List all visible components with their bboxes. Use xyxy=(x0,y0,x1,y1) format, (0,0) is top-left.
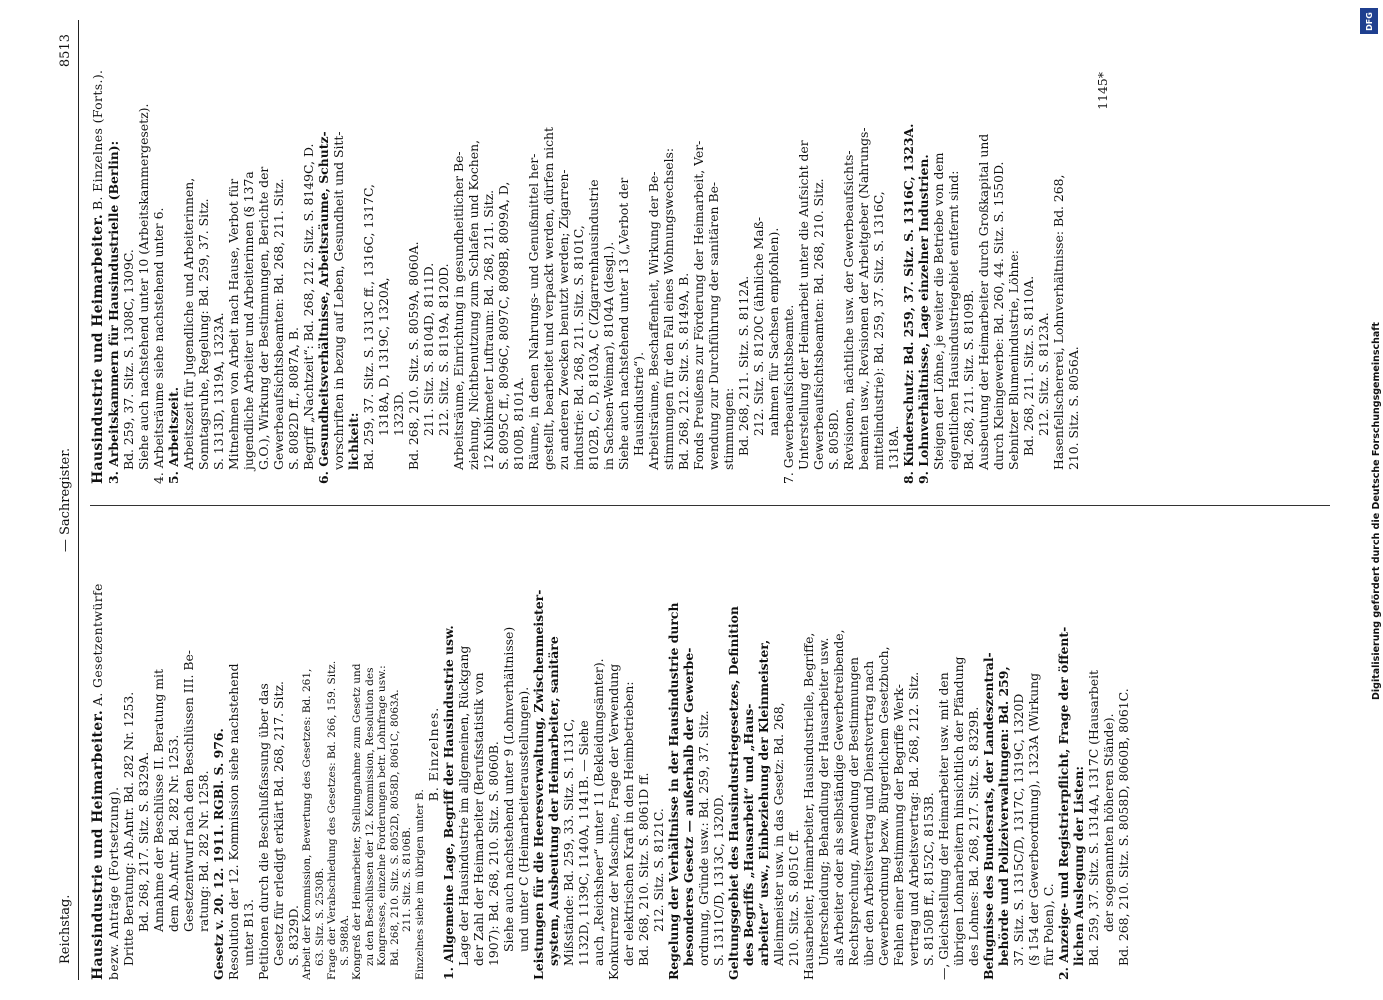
index-entry-line: Bd. 268, 211. Sitz. S. 8112A. xyxy=(736,275,751,456)
index-entry-line: Bd. 268, 210. Sitz. S. 8059A, 8060A. xyxy=(406,241,421,470)
index-entry-line: zu den Beschlüssen der 12. Kommission, Resolution des xyxy=(363,667,376,966)
index-entry-line: Unterscheidung; Behandlung der Hausarbeiter usw. xyxy=(816,637,831,966)
index-entry-line: 211. Sitz. S. 8104D, 8111D. xyxy=(421,262,436,436)
index-entry-line: S. 8082D ff., 8087A, B. xyxy=(286,327,301,470)
index-entry-line: auch „Reichsheer“ unter 11 (Bekleidungsämter). xyxy=(591,658,606,966)
index-entry-line: Gesetz für erledigt erklärt Bd. 268, 217. Sitz. xyxy=(271,681,286,966)
left-column-section: A. Gesetzentwürfe xyxy=(90,583,105,706)
index-entry-line: 4. Arbeitsräume siehe nachstehend unter 6. xyxy=(151,207,166,484)
index-entry-line: Begriff „Nachtzeit“: Bd. 268, 212. Sitz. S. 8149C, D. xyxy=(301,143,316,470)
index-entry-line: lichkeit: xyxy=(346,412,361,470)
index-entry-line: arbeiter“ usw., Einbeziehung der Kleinmeister, xyxy=(756,639,771,966)
index-entry-line: des Begriffs „Hausarbeit“ und „Haus- xyxy=(741,703,756,966)
index-entry-line: Lage der Hausindustrie im allgemeinen, Rückgang xyxy=(456,645,471,966)
index-entry-line: 12 Kubikmeter Luftraum: Bd. 268, 211. Sitz. xyxy=(481,189,496,470)
index-entry-line: 37. Sitz. S. 1315C/D, 1317C, 1319C, 1320D xyxy=(1011,693,1026,966)
index-entry-line: zu anderen Zwecken benutzt werden; Zigarren- xyxy=(556,169,571,470)
index-entry-line: S. 5988A. xyxy=(338,914,351,966)
right-column-section: B. Einzelnes (Forts.). xyxy=(90,69,105,210)
index-entry-line: eigentlichen Hausindustriegebiet entfernt sind: xyxy=(946,170,961,470)
index-entry-line: Einzelnes siehe im übrigen unter B. xyxy=(413,789,426,980)
index-entry-line: Rechtsprechung, Anwendung der Bestimmungen xyxy=(846,657,861,966)
index-entry-line: Gewerbeaufsichtsbeamten: Bd. 268, 210. Sitz. xyxy=(811,178,826,470)
index-entry-line: —, Gleichstellung der Heimarbeiter usw. mit den xyxy=(936,672,951,980)
index-entry-line: Fonds Preußens zur Förderung der Heimarbeit, Ver- xyxy=(691,140,706,470)
index-entry-line: Annahme der Beschlüsse II. Beratung mit xyxy=(151,669,166,932)
index-entry-line: Bd. 268, 210. Sitz. S. 8052D, 8058D, 8061C, 8063A. xyxy=(388,689,401,966)
index-entry-line: behörde und Polizeiverwaltungen: Bd. 259, xyxy=(996,666,1011,966)
page-note: 1145* xyxy=(1095,72,1110,110)
index-entry-line: G.O.), Wirkung der Bestimmungen, Berichte der xyxy=(256,166,271,470)
index-entry-line: gestellt, bearbeitet und verpackt werden, dürfen nicht xyxy=(541,126,556,470)
index-entry-line: 63. Sitz. S. 2530B. xyxy=(313,867,326,966)
index-entry-line: Befugnisse des Bundesrats, der Landeszentral- xyxy=(981,652,996,980)
index-entry-line: dem Ab.Antr. Bd. 282 Nr. 1253. xyxy=(166,734,181,932)
index-entry-line: Steigen der Löhne, je weiter die Betriebe von dem xyxy=(931,152,946,470)
index-entry-line: Konkurrenz der Maschine, Frage der Verwendung xyxy=(606,663,621,980)
index-entry-line: S. 8095C ff., 8096C, 8097C, 8098B, 8099A, D, xyxy=(496,181,511,470)
index-entry-line: Arbeit der Kommission, Bewertung des Gesetzes: Bd. 261, xyxy=(301,668,313,980)
index-entry-line: Gewerbeordnung bezw. Bürgerlichem Gesetzbuch, xyxy=(876,646,891,966)
index-entry-line: vorschriften in bezug auf Leben, Gesundheit und Sitt- xyxy=(331,131,346,470)
index-entry-line: 3. Arbeitskammern für Hausindustrielle (Berlin): xyxy=(106,140,121,484)
index-entry-line: 9. Lohnverhältnisse, Lage einzelner Industrien. xyxy=(916,154,931,484)
index-entry-line: Geltungsgebiet des Hausindustriegesetzes, Definition xyxy=(726,606,741,980)
index-entry-line: Bd. 268, 210. Sitz. S. 8058D, 8060B, 8061C. xyxy=(1116,688,1131,966)
index-entry-line: 210. Sitz. S. 8056A. xyxy=(1066,346,1081,470)
index-entry-line: Siehe auch nachstehend unter 10 (Arbeitskammergesetz). xyxy=(136,103,151,470)
index-entry-line: B. Einzelnes. xyxy=(426,706,441,802)
index-entry-line: 212. Sitz. S. 8119A, 8120D. xyxy=(436,263,451,436)
left-column-title: Hausindustrie und Heimarbeiter. xyxy=(90,709,106,980)
index-entry-line: 211. Sitz. S. 8106B. xyxy=(401,827,413,932)
index-entry-line: 212. Sitz. S. 8121C. xyxy=(651,808,666,932)
index-entry-line: Bd. 268, 211. Sitz. S. 8109B. xyxy=(961,289,976,470)
index-entry-line: stimmungen für den Fall eines Wohnungswechsels: xyxy=(661,147,676,470)
index-entry-line: 1318A, D, 1319C, 1320A, xyxy=(376,277,391,436)
index-entry-line: beamten usw., Revisionen der Arbeitgeber (Nahrungs- xyxy=(856,127,871,470)
index-entry-line: industrie: Bd. 268, 211. Sitz. S. 8101C, xyxy=(571,225,586,470)
index-entry-line: Frage der Verabschiedung des Gesetzes: Bd. 266, 159. Sitz. xyxy=(326,660,338,980)
index-entry-line: Petitionen durch die Beschlußfassung über das xyxy=(256,683,271,980)
index-entry-line: 6. Gesundheitsverhältnisse, Arbeitsräume, Schutz- xyxy=(316,131,331,484)
index-entry-line: Gesetzentwurf nach den Beschlüssen III. Be- xyxy=(181,650,196,932)
index-entry-line: nahmen für Sachsen empfohlen). xyxy=(766,227,781,436)
index-entry-line: Bd. 268, 217. Sitz. S. 8329A. xyxy=(136,751,151,932)
left-column-section-cont: bezw. Anträge (Fortsetzung). xyxy=(106,786,121,980)
index-entry-line: Hasenfellschererei, Lohnverhältnisse: Bd. 268, xyxy=(1051,174,1066,470)
right-column xyxy=(90,32,1340,484)
index-entry-line: 5. Arbeitszeit. xyxy=(166,386,181,484)
index-entry-line: über den Arbeitsvertrag und Dienstvertrag nach xyxy=(861,660,876,966)
dfg-logo: DFG xyxy=(1360,8,1378,34)
index-entry-line: lichen Auslegung der Listen: xyxy=(1071,766,1086,966)
index-entry-line: S. 8058D. xyxy=(826,409,841,470)
index-entry-line: Arbeitszeit für Jugendliche und Arbeiterinnen, xyxy=(181,177,196,470)
index-entry-line: und unter C (Heimarbeiterausstellungen). xyxy=(516,686,531,952)
index-entry-line: Bd. 259, 37. Sitz. S. 1308C, 1309C. xyxy=(121,249,136,470)
index-entry-line: des Lohnes: Bd. 268, 217. Sitz. S. 8329B. xyxy=(966,706,981,966)
right-column-title: Hausindustrie und Heimarbeiter. xyxy=(90,213,106,484)
index-entry-line: Arbeitsräume, Einrichtung in gesundheitlicher Be- xyxy=(451,151,466,470)
index-entry-line: durch Kleingewerbe: Bd. 260, 44. Sitz. S. 1550D. xyxy=(991,161,1006,470)
index-entry-line: 210. Sitz. S. 8051C ff. xyxy=(786,829,801,966)
index-entry-line: der Zahl der Heimarbeiter (Berufsstatistik von xyxy=(471,672,486,966)
index-entry-line: in Sachsen-Weimar), 8104A (desgl.). xyxy=(601,241,616,470)
index-entry-line: 8. Kinderschutz: Bd. 259, 37. Sitz. S. 1316C, 1323A. xyxy=(901,123,916,484)
index-entry-line: Revisionen, nächtliche usw. der Gewerbeaufsichts- xyxy=(841,150,856,470)
index-entry-line: Kongresses, einzelne Forderungen betr. Lohnfrage usw.: xyxy=(376,665,388,966)
header-left: Reichstag. xyxy=(58,894,73,964)
index-entry-line: (§ 154 der Gewerbeordnung), 1323A (Wirkung xyxy=(1026,673,1041,966)
index-entry-line: Siehe auch nachstehend unter 13 („Verbot der xyxy=(616,177,631,470)
index-entry-line: Sonntagsruhe, Regelung: Bd. 259, 37. Sitz. xyxy=(196,198,211,470)
index-entry-line: 1318A. xyxy=(886,425,901,470)
index-entry-line: der sogenannten höheren Stände). xyxy=(1101,713,1116,932)
index-entry-line: 212. Sitz. S. 8120C (ähnliche Maß- xyxy=(751,216,766,436)
index-entry-line: Bd. 268, 211. Sitz. S. 8110A. xyxy=(1021,275,1036,456)
index-entry-line: als Arbeiter oder als selbständige Gewerbetreibende, xyxy=(831,629,846,966)
left-column-lines xyxy=(121,528,1131,980)
index-entry-line: 1132D, 1139C, 1140A, 1141B. — Siehe xyxy=(576,720,591,966)
index-entry-line: Mitnehmen von Arbeit nach Hause, Verbot für xyxy=(226,178,241,470)
right-column-lines xyxy=(106,32,1081,484)
index-entry-line: Bd. 259, 37. Sitz. S. 1313C ff., 1316C, 1317C, xyxy=(361,184,376,470)
index-entry-line: Alleinmeister usw. in das Gesetz: Bd. 268, xyxy=(771,702,786,966)
index-entry-line: Hausarbeiter, Heimarbeiter, Hausindustrielle, Begriffe, xyxy=(801,632,816,980)
index-entry-line: 1323D. xyxy=(391,391,406,436)
index-entry-line: 212. Sitz. S. 8123A. xyxy=(1036,312,1051,436)
index-entry-line: Kongreß der Heimarbeiter, Stellungnahme zum Gesetz und xyxy=(351,663,363,980)
index-entry-line: Mißstände: Bd. 259, 33. Sitz. S. 1131C, xyxy=(561,718,576,966)
header-rule xyxy=(78,20,79,980)
index-entry-line: system, Ausbeutung der Heimarbeiter, sanitäre xyxy=(546,636,561,966)
digitization-note: Digitalisierung gefördert durch die Deutsche Forschungsgemeinschaft xyxy=(1371,322,1382,700)
index-entry-line: Bd. 259, 37. Sitz. S. 1314A, 1317C (Hausarbeit xyxy=(1086,669,1101,966)
index-entry-line: Leistungen für die Heeresverwaltung, Zwischenmeister- xyxy=(531,589,546,980)
index-entry-line: Siehe auch nachstehend unter 9 (Lohnverhältnisse) xyxy=(501,626,516,952)
page-number: 8513 xyxy=(58,34,73,68)
column-divider xyxy=(90,505,1330,506)
index-entry-line: 8102B, C, D, 8103A, C (Zigarrenhausindustrie xyxy=(586,179,601,470)
index-entry-line: Gewerbeaufsichtsbeamten: Bd. 268, 211. Sitz. xyxy=(271,178,286,470)
index-entry-line: Bd. 268, 212. Sitz. S. 8149A, B. xyxy=(676,272,691,470)
index-entry-line: S. 1313D, 1319A, 1323A. xyxy=(211,312,226,470)
index-entry-line: Resolution der 12. Kommission siehe nachstehend xyxy=(226,663,241,980)
index-entry-line: unter B13. xyxy=(241,899,256,966)
index-entry-line: Regelung der Verhältnisse in der Hausindustrie durch xyxy=(666,602,681,980)
index-entry-line: stimmungen: xyxy=(721,387,736,470)
index-entry-line: Gesetz v. 20. 12. 1911. RGBl. S. 976. xyxy=(211,728,226,980)
index-entry-line: 8100B, 8101A. xyxy=(511,377,526,470)
index-entry-line: ordnung, Gründe usw.: Bd. 259, 37. Sitz. xyxy=(696,710,711,966)
index-entry-line: ziehung, Nichtbenutzung zum Schlafen und Kochen, xyxy=(466,139,481,470)
index-entry-line: mittelindustrie): Bd. 259, 37. Sitz. S. 1316C, xyxy=(871,191,886,470)
index-entry-line: 1907): Bd. 268, 210. Sitz. S. 8060B. xyxy=(486,741,501,966)
index-entry-line: jugendliche Arbeiter und Arbeiterinnen (§ 137a xyxy=(241,171,256,470)
index-entry-line: S. 1311C/D, 1313C, 1320D. xyxy=(711,794,726,966)
index-entry-line: Fehlen einer Bestimmung der Begriffe Werk- xyxy=(891,684,906,966)
index-entry-line: 7. Gewerbeaufsichtsbeamte. xyxy=(781,304,796,484)
index-entry-line: vertrag und Arbeitsvertrag: Bd. 268, 212. Sitz. xyxy=(906,671,921,966)
index-entry-line: wendung zur Durchführung der sanitären Be- xyxy=(706,181,721,470)
index-entry-line: übrigen Lohnarbeitern hinsichtlich der Pfändung xyxy=(951,656,966,966)
index-entry-line: S. 8150B ff., 8152C, 8153B. xyxy=(921,792,936,966)
rotated-page xyxy=(54,20,1354,980)
index-entry-line: der elektrischen Kraft in den Heimbetrieben: xyxy=(621,681,636,966)
index-entry-line: für Polen), C. xyxy=(1041,883,1056,966)
index-entry-line: Dritte Beratung: Ab.Antr. Bd. 282 Nr. 1253. xyxy=(121,691,136,966)
index-entry-line: Sebnitzer Blumenindustrie, Löhne: xyxy=(1006,250,1021,470)
index-entry-line: Bd. 268, 210. Sitz. S. 8061D ff. xyxy=(636,772,651,966)
index-entry-line: Hausindustrie“). xyxy=(631,351,646,456)
index-entry-line: Räume, in denen Nahrungs- und Genußmittel her- xyxy=(526,153,541,470)
header-center: — Sachregister. xyxy=(58,447,73,553)
index-entry-line: Ausbeutung der Heimarbeiter durch Großkapital und xyxy=(976,133,991,470)
index-entry-line: Unterstellung der Heimarbeit unter die Aufsicht der xyxy=(796,140,811,470)
index-entry-line: Arbeitsräume, Beschaffenheit, Wirkung der Be- xyxy=(646,171,661,470)
index-entry-line: besonderes Gesetz — außerhalb der Gewerbe- xyxy=(681,647,696,966)
index-entry-line: ratung: Bd. 282 Nr. 1258. xyxy=(196,770,211,932)
page-header xyxy=(54,20,80,980)
index-entry-line: 2. Anzeige- und Registrierpflicht, Frage der öffent- xyxy=(1056,626,1071,980)
index-entry-line: S. 8329D. xyxy=(286,905,301,966)
index-entry-line: 1. Allgemeine Lage, Begriff der Hausindustrie usw. xyxy=(441,625,456,980)
left-column xyxy=(90,528,1340,980)
